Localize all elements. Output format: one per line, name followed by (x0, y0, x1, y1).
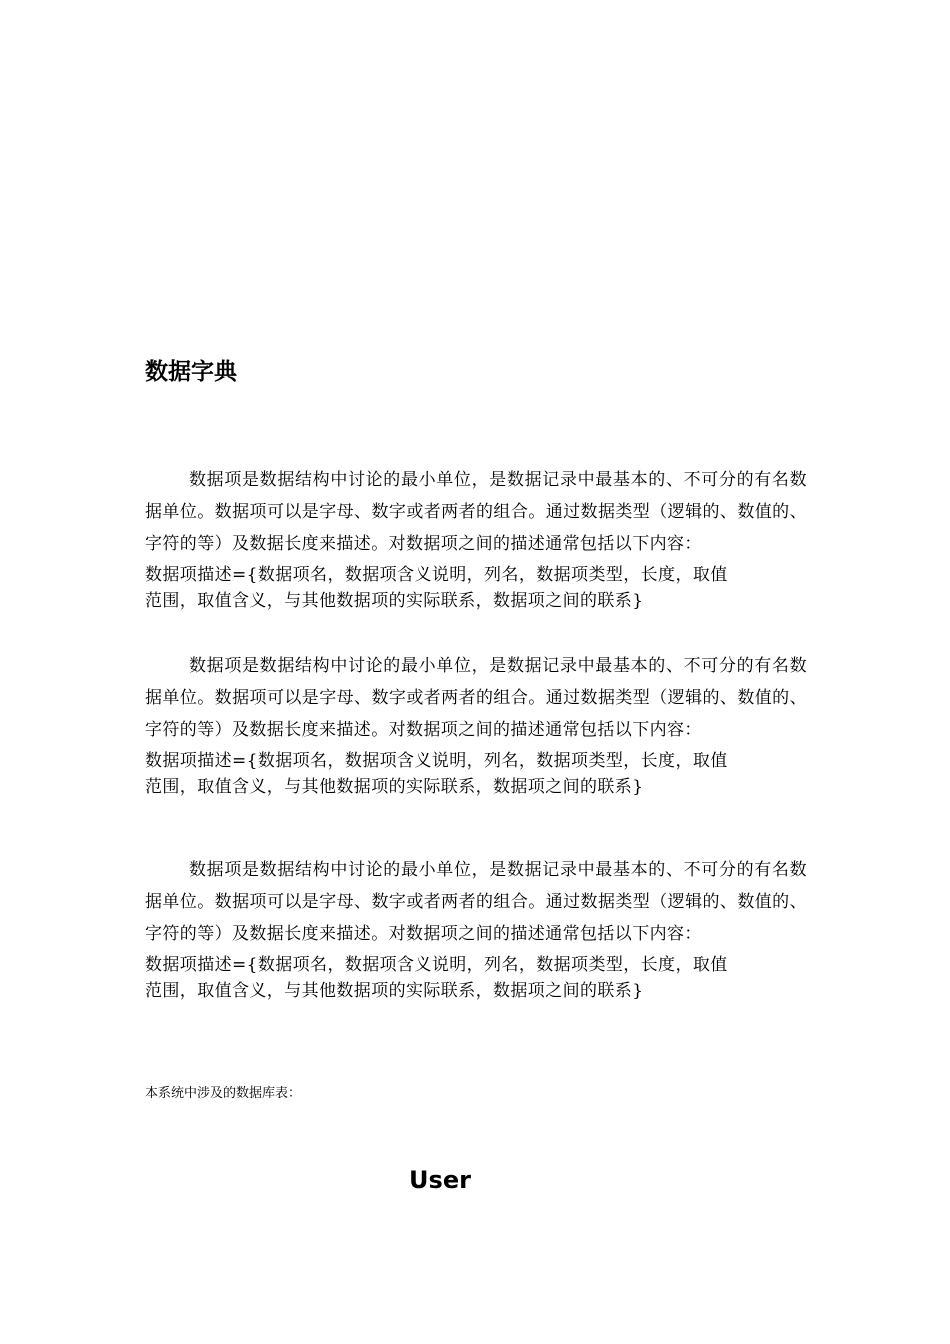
section-3 (145, 854, 807, 1003)
section-1 (145, 464, 807, 613)
section-2 (145, 650, 807, 799)
tables-intro: 本系统中涉及的数据库表： (145, 1086, 302, 1101)
section-paragraph: 数据项是数据结构中讨论的最小单位，是数据记录中最基本的、不可分的有名数据单位。数据项可以是字母、数字或者两者的组合。通过数据类型（逻辑的、数值的、字符的等）及数据长度来描述。对数据项之间的描述通常包括以下内容： (145, 470, 807, 554)
description-line: 范围，取值含义，与其他数据项的实际联系，数据项之间的联系} (145, 981, 644, 1001)
section-paragraph: 数据项是数据结构中讨论的最小单位，是数据记录中最基本的、不可分的有名数据单位。数据项可以是字母、数字或者两者的组合。通过数据类型（逻辑的、数值的、字符的等）及数据长度来描述。对数据项之间的描述通常包括以下内容： (145, 656, 807, 740)
page-title: 数据字典 (145, 359, 237, 385)
section-paragraph: 数据项是数据结构中讨论的最小单位，是数据记录中最基本的、不可分的有名数据单位。数据项可以是字母、数字或者两者的组合。通过数据类型（逻辑的、数值的、字符的等）及数据长度来描述。对数据项之间的描述通常包括以下内容： (145, 860, 807, 944)
table-title: User (409, 1166, 471, 1194)
description-line: 范围，取值含义，与其他数据项的实际联系，数据项之间的联系} (145, 777, 644, 797)
description-line: 数据项描述={数据项名，数据项含义说明，列名，数据项类型，长度，取值 (145, 751, 728, 771)
description-line: 数据项描述={数据项名，数据项含义说明，列名，数据项类型，长度，取值 (145, 565, 728, 585)
description-line: 数据项描述={数据项名，数据项含义说明，列名，数据项类型，长度，取值 (145, 955, 728, 975)
description-line: 范围，取值含义，与其他数据项的实际联系，数据项之间的联系} (145, 591, 644, 611)
